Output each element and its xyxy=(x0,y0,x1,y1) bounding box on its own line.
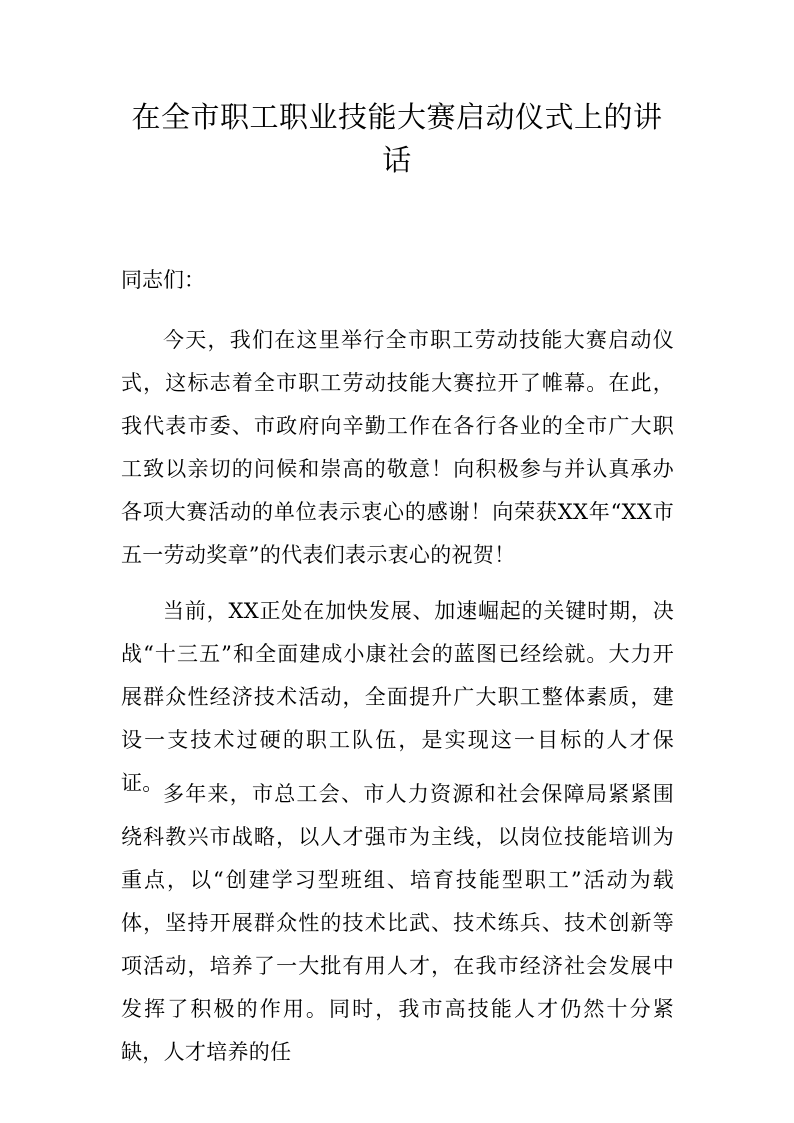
paragraph-2: 当前，XX正处在加快发展、加速崛起的关键时期，决战“十三五”和全面建成小康社会的蓝图已经绘就。大力开展群众性经济技术活动，全面提升广大职工整体素质，建设一支技术过硬的职工队伍，是实现这一目标的人才保证。 xyxy=(121,599,674,795)
salutation: 同志们： xyxy=(121,268,205,292)
paragraph-1: 今天，我们在这里举行全市职工劳动技能大赛启动仪式，这标志着全市职工劳动技能大赛拉开了帷幕。在此，我代表市委、市政府向辛勤工作在各行各业的全市广大职工致以亲切的问候和崇高的敬意！向积极参与并认真承办各项大赛活动的单位表示衷心的感谢！向荣获XX年“XX市五一劳动奖章”的代表们表示衷心的祝贺！ xyxy=(121,328,674,567)
document-title: 在全市职工职业技能大赛启动仪式上的讲话 xyxy=(131,100,663,177)
paragraph-3: 多年来，市总工会、市人力资源和社会保障局紧紧围绕科教兴市战略，以人才强市为主线，以岗位技能培训为重点，以“创建学习型班组、培育技能型职工”活动为载体，坚持开展群众性的技术比武、技术练兵、技术创新等项活动，培养了一大批有用人才，在我市经济社会发展中发挥了积极的作用。同时，我市高技能人才仍然十分紧缺，人才培养的任 xyxy=(121,782,674,1064)
